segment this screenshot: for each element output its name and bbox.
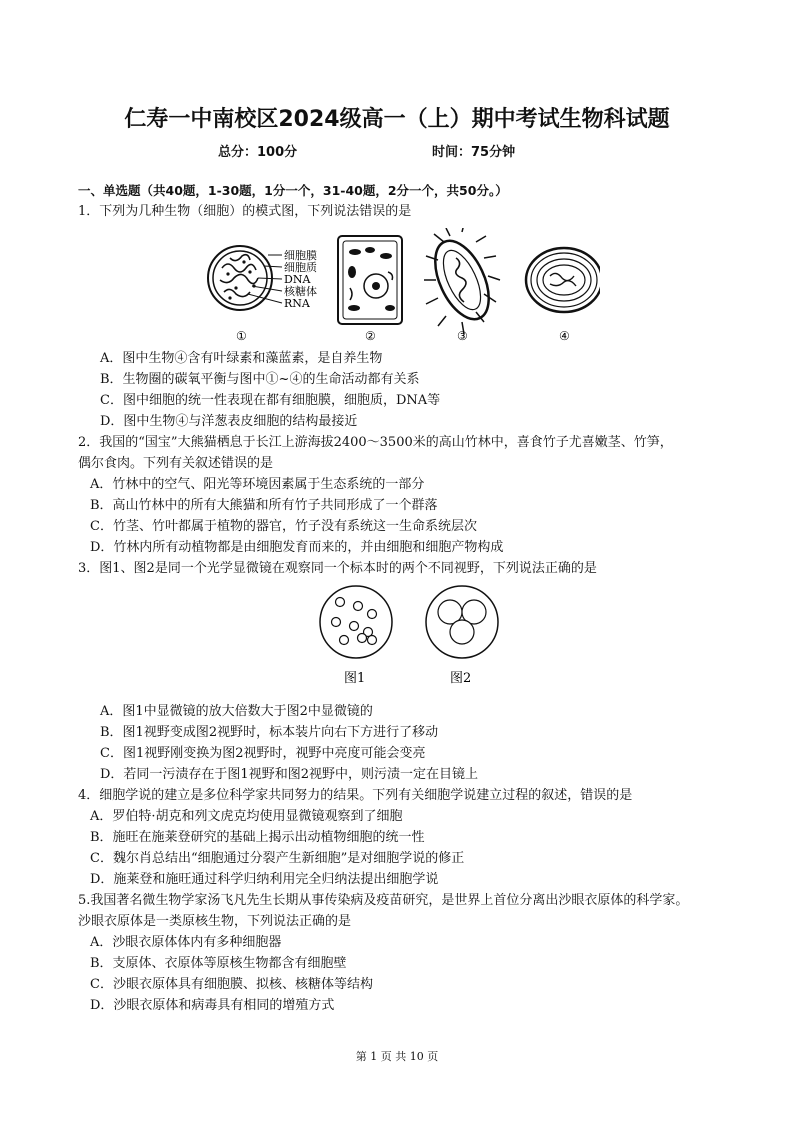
label-ribosome: 核糖体 xyxy=(284,285,317,298)
q2-stem-line2: 偶尔食肉。下列有关叙述错误的是 xyxy=(78,456,274,471)
figure-number-1: ① xyxy=(236,329,247,343)
q4-option-d: D．施莱登和施旺通过科学归纳利用完全归纳法提出细胞学说 xyxy=(90,872,439,887)
q2-option-b: B．高山竹林中的所有大熊猫和所有竹子共同形成了一个群落 xyxy=(90,498,438,513)
q4-option-b: B．施旺在施莱登研究的基础上揭示出动植物细胞的统一性 xyxy=(90,830,425,845)
q1-option-d: D．图中生物④与洋葱表皮细胞的结构最接近 xyxy=(100,414,358,429)
page-title: 仁寿一中南校区2024级高一（上）期中考试生物科试题 xyxy=(124,107,670,132)
q1-figure xyxy=(200,228,600,346)
figure-number-4: ④ xyxy=(559,329,570,343)
q3-option-a: A．图1中显微镜的放大倍数大于图2中显微镜的 xyxy=(100,704,373,719)
q1-option-b: B．生物圈的碳氧平衡与图中①~④的生命活动都有关系 xyxy=(100,372,420,387)
view-1-label: 图1 xyxy=(344,671,366,686)
cell-4-diagram xyxy=(526,248,600,343)
view-2-label: 图2 xyxy=(450,671,472,686)
q1-option-c: C．图中细胞的统一性表现在都有细胞膜，细胞质，DNA等 xyxy=(100,393,441,408)
total-score: 总分：100分 xyxy=(218,145,298,160)
page-number: 第 1 页 共 10 页 xyxy=(355,1050,439,1063)
label-rna: RNA xyxy=(284,297,310,310)
q2-option-c: C．竹茎、竹叶都属于植物的器官，竹子没有系统这一生命系统层次 xyxy=(90,519,477,534)
q4-option-c: C．魏尔肖总结出“细胞通过分裂产生新细胞”是对细胞学说的修正 xyxy=(90,851,465,866)
q5-option-c: C．沙眼衣原体具有细胞膜、拟核、核糖体等结构 xyxy=(90,977,373,992)
q3-option-c: C．图1视野刚变换为图2视野时，视野中亮度可能会变亮 xyxy=(100,746,426,761)
label-cytoplasm: 细胞质 xyxy=(284,261,317,274)
q5-stem-line1: 5.我国著名微生物学家汤飞凡先生长期从事传染病及疫苗研究，是世界上首位分离出沙眼衣原体的科学家。 xyxy=(78,893,689,908)
view-2-diagram xyxy=(426,586,498,686)
cell-2-diagram xyxy=(338,236,402,343)
q1-stem: 1．下列为几种生物（细胞）的模式图，下列说法错误的是 xyxy=(78,204,412,219)
q3-stem: 3．图1、图2是同一个光学显微镜在观察同一个标本时的两个不同视野，下列说法正确的是 xyxy=(78,561,597,576)
label-membrane: 细胞膜 xyxy=(284,249,317,262)
q4-stem: 4．细胞学说的建立是多位科学家共同努力的结果。下列有关细胞学说建立过程的叙述，错误的是 xyxy=(78,788,633,803)
q3-option-b: B．图1视野变成图2视野时，标本装片向右下方进行了移动 xyxy=(100,725,439,740)
q1-option-a: A．图中生物④含有叶绿素和藻蓝素，是自养生物 xyxy=(100,351,383,366)
label-dna: DNA xyxy=(284,273,311,286)
q2-stem-line1: 2．我国的“国宝”大熊猫栖息于长江上游海拔2400～3500米的高山竹林中，喜食竹子尤喜嫩茎、竹笋， xyxy=(78,435,673,450)
q2-option-a: A．竹林中的空气、阳光等环境因素属于生态系统的一部分 xyxy=(90,477,425,492)
q4-option-a: A．罗伯特·胡克和列文虎克均使用显微镜观察到了细胞 xyxy=(90,809,403,824)
figure-number-2: ② xyxy=(365,329,376,343)
view-1-diagram xyxy=(320,586,392,686)
q3-figure xyxy=(310,582,510,690)
q5-stem-line2: 沙眼衣原体是一类原核生物，下列说法正确的是 xyxy=(78,914,352,929)
q5-option-b: B．支原体、衣原体等原核生物都含有细胞壁 xyxy=(90,956,347,971)
exam-time: 时间：75分钟 xyxy=(432,145,516,160)
figure-number-3: ③ xyxy=(457,329,468,343)
cell-3-diagram xyxy=(424,228,500,343)
q5-option-a: A．沙眼衣原体体内有多种细胞器 xyxy=(90,935,282,950)
q5-option-d: D．沙眼衣原体和病毒具有相同的增殖方式 xyxy=(90,998,335,1013)
q2-option-d: D．竹林内所有动植物都是由细胞发育而来的，并由细胞和细胞产物构成 xyxy=(90,540,504,555)
section-heading: 一、单选题（共40题，1-30题，1分一个，31-40题，2分一个，共50分。） xyxy=(78,183,508,198)
q3-option-d: D．若同一污渍存在于图1视野和图2视野中，则污渍一定在目镜上 xyxy=(100,767,478,782)
cell-1-diagram xyxy=(208,246,317,343)
